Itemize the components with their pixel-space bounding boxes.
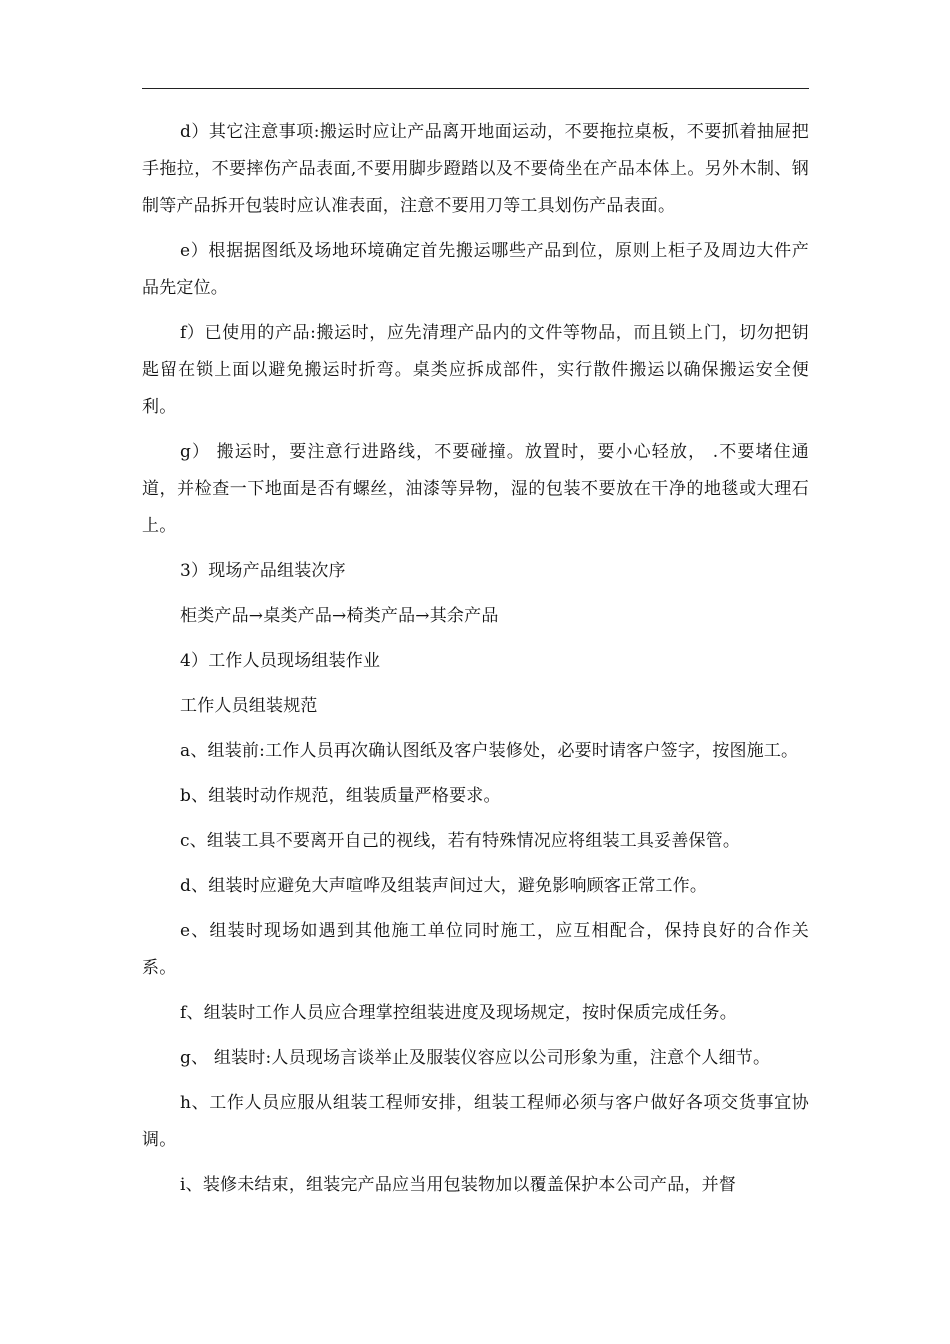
assembly-rule-d: d、组装时应避免大声喧哗及组装声间过大，避免影响顾客正常工作。 [180,876,708,896]
assembly-rule-e: e、组装时现场如遇到其他施工单位同时施工，应互相配合，保持良好的合作关系。 [142,921,809,978]
section-heading-assembly-order: 3）现场产品组装次序 [180,561,346,581]
paragraph-e-positioning: e）根据据图纸及场地环境确定首先搬运哪些产品到位，原则上柜子及周边大件产品先定位。 [142,241,809,298]
section-heading-onsite-assembly: 4）工作人员现场组装作业 [180,651,381,671]
header-divider [142,88,809,89]
assembly-rule-f: f、组装时工作人员应合理掌控组装进度及现场规定，按时保质完成任务。 [180,1003,737,1023]
assembly-rule-c: c、组装工具不要离开自己的视线，若有特殊情况应将组装工具妥善保管。 [180,831,741,851]
document-body [142,114,809,1212]
assembly-rule-a: a、组装前:工作人员再次确认图纸及客户装修处，必要时请客户签字，按图施工。 [180,741,799,761]
assembly-rule-b: b、组装时动作规范，组装质量严格要求。 [180,786,501,806]
assembly-rule-h: h、工作人员应服从组装工程师安排，组装工程师必须与客户做好各项交货事宜协调。 [142,1093,809,1150]
paragraph-d-other-notes: d）其它注意事项:搬运时应让产品离开地面运动，不要拖拉桌板，不要抓着抽屉把手拖拉，不要摔伤产品表面,不要用脚步蹬踏以及不要倚坐在产品本体上。另外木制、钢制等产品拆开包装时应认准表面，注意不要用刀等工具划伤产品表面。 [142,122,809,216]
assembly-rule-i: i、装修未结束，组装完产品应当用包装物加以覆盖保护本公司产品，并督 [180,1175,737,1195]
subheading-assembly-standards: 工作人员组装规范 [180,696,318,716]
paragraph-g-route: g） 搬运时，要注意行进路线，不要碰撞。放置时，要小心轻放， .不要堵住通道，并检查一下地面是否有螺丝，油漆等异物，湿的包装不要放在干净的地毯或大理石上。 [142,442,809,536]
assembly-order-sequence: 柜类产品→桌类产品→椅类产品→其余产品 [180,606,499,626]
assembly-rule-g: g、 组装时:人员现场言谈举止及服装仪容应以公司形象为重，注意个人细节。 [180,1048,771,1068]
paragraph-f-used-products: f）已使用的产品:搬运时，应先清理产品内的文件等物品，而且锁上门，切勿把钥匙留在锁上面以避免搬运时折弯。桌类应拆成部件，实行散件搬运以确保搬运安全便利。 [142,323,809,417]
